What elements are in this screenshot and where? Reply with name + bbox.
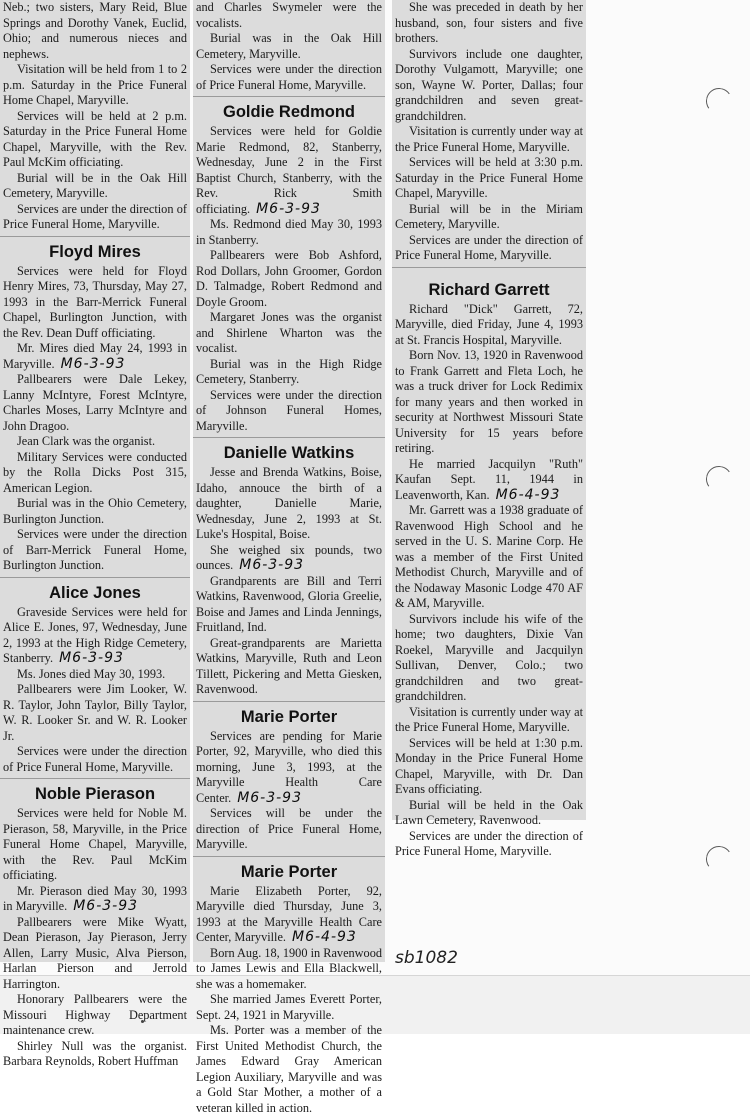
obit-text <box>3 341 187 372</box>
obit-text-span: Services were held for Goldie Marie Redmond, 82, Stanberry, Wednesday, June 2 in the First Baptist Church, Stanberry, with the Rev. Rick Smith officiating. <box>196 124 382 216</box>
obit-text: Services are under the direction of Price Funeral Home, Maryville. <box>3 201 187 231</box>
obit-text: Burial will be in the Miriam Cemetery, Maryville. <box>395 201 583 231</box>
obit-text: Shirley Null was the organist. Barbara Reynolds, Robert Huffman <box>3 1038 187 1068</box>
column-right <box>392 0 586 858</box>
obit-text: and Charles Swymeler were the vocalists. <box>196 0 382 30</box>
column-left <box>0 0 190 1068</box>
obit-text: Services will be under the direction of Price Funeral Home, Maryville. <box>196 806 382 851</box>
obit-text: Jean Clark was the organist. <box>17 434 156 448</box>
obit-text-span: Services are pending for Marie Porter, 92, Maryville, who died this morning, June 3, 1993, at the Maryville Health Care Center. <box>196 728 382 805</box>
obit-text <box>196 729 382 807</box>
obit-text: Burial was in the Oak Hill Cemetery, Maryville. <box>196 31 382 61</box>
obit-text: Visitation is currently under way at the Price Funeral Home, Maryville. <box>395 704 583 734</box>
obit-text: Pallbearers were Dale Lekey, Lanny McIntyre, Forest McIntyre, Charles Moses, Larry McIntyre and John Dragoo. <box>3 372 187 433</box>
obit-text: Margaret Jones was the organist and Shirlene Wharton was the vocalist. <box>196 310 382 355</box>
obit-text: Services were under the direction of Price Funeral Home, Maryville. <box>196 62 382 92</box>
obit-text <box>3 884 187 915</box>
obituary-heading-goldie-redmond: Goldie Redmond <box>223 103 355 121</box>
obit-text: Born Nov. 13, 1920 in Ravenwood to Frank Garrett and Fleta Loch, he was a truck driver for Lock Redimix for many years and then worked in security at Northwest Missouri State University for 15 years before retiring. <box>395 348 583 455</box>
clipping-divider <box>193 437 385 438</box>
column-middle <box>193 0 385 1115</box>
birth-notice-heading-danielle-watkins: Danielle Watkins <box>223 444 355 462</box>
obit-text: Pallbearers were Mike Wyatt, Dean Pierason, Jay Pierason, Jerry Allen, Larry Music, Alva Pierson, Harlan Pierson and Jerrold Harrington. <box>3 914 187 991</box>
obit-text <box>196 884 382 946</box>
obit-text-span: Mr. Mires died May 24, 1993 in Maryville. <box>3 341 187 371</box>
clipping-divider <box>0 577 190 578</box>
handwritten-reference-number: sb1082 <box>395 948 458 968</box>
clipping-divider <box>392 267 586 268</box>
obit-text: Services are under the direction of Price Funeral Home, Maryville. <box>395 828 583 858</box>
obit-text: Services will be held at 1:30 p.m. Monday in the Price Funeral Home Chapel, Maryville, with Dr. Dan Evans officiating. <box>395 735 583 796</box>
obit-text: Services were under the direction of Johnson Funeral Homes, Maryville. <box>196 387 382 433</box>
obituary-heading-marie-porter-full: Marie Porter <box>240 862 338 881</box>
obituary-heading-noble-pierason: Noble Pierason <box>34 785 156 803</box>
obit-text: Pallbearers were Jim Looker, W. R. Taylor, John Taylor, Billy Taylor, W. R. Looker Sr. and W. R. Looker Jr. <box>3 682 187 743</box>
obit-text: Grandparents are Bill and Terri Watkins, Ravenwood, Gloria Greelie, Boise and James and Linda Jennings, Fruitland, Ind. <box>196 573 382 634</box>
obit-text: Great-grandparents are Marietta Watkins, Maryville, Ruth and Leon Tillett, Pickering and Metta Giesken, Ravenwood. <box>196 635 382 696</box>
handwritten-date-note: M6-3-93 <box>73 898 139 914</box>
handwritten-date-note: M6-3-93 <box>59 650 124 666</box>
obit-text: Survivors include one daughter, Dorothy Vulgamott, Maryville; one son, Wayne W. Porter, Dallas; four grandchildren and seven great-grandchildren. <box>395 46 583 123</box>
obit-text: Services will be held at 2 p.m. Saturday in the Price Funeral Home Chapel, Maryville, with the Rev. Paul McKim officiating. <box>3 108 187 169</box>
obituary-heading-richard-garrett: Richard Garrett <box>428 280 550 299</box>
obit-text: Survivors include his wife of the home; two daughters, Dixie Van Roekel, Maryville and Jacquilyn Sullivan, Denver, Colo.; two grandchildren and two great-grandchildren. <box>395 611 583 703</box>
handwritten-date-note: M6-4-93 <box>495 486 561 503</box>
obit-text: Services were held for Floyd Henry Mires, 73, Thursday, May 27, 1993 in the Barr-Merrick Funeral Chapel, Burlington Junction, with the Rev. Dean Duff officiating. <box>3 263 187 340</box>
obit-text: Services were held for Noble M. Pierason, 58, Maryville, in the Price Funeral Home Chapel, Maryville, with the Rev. Paul McKim officiating. <box>3 806 187 882</box>
obit-text <box>3 605 187 667</box>
obit-text: Burial was in the Ohio Cemetery, Burlington Junction. <box>3 496 187 526</box>
handwritten-date-note: M6-3-93 <box>256 200 321 217</box>
obit-text: Ms. Redmond died May 30, 1993 in Stanberry. <box>196 217 382 247</box>
obit-text: Neb.; two sisters, Mary Reid, Blue Springs and Dorothy Vanek, Euclid, Ohio; and numerous nieces and nephews. <box>3 0 187 61</box>
obituary-heading-alice-jones: Alice Jones <box>49 583 141 602</box>
obit-text: Visitation is currently under way at the Price Funeral Home, Maryville. <box>395 124 583 154</box>
clipping-divider <box>193 96 385 97</box>
obit-text-span: She weighed six pounds, two ounces. <box>196 542 382 572</box>
obit-text <box>196 543 382 574</box>
obit-text-span: He married Jacquilyn "Ruth" Kaufan Sept. 11, 1944 in Leavenworth, Kan. <box>395 456 583 502</box>
obit-text <box>196 124 382 217</box>
obit-text: Services were under the direction of Barr-Merrick Funeral Home, Burlington Junction. <box>3 527 187 572</box>
obit-text: Ms. Jones died May 30, 1993. <box>17 666 166 681</box>
obit-text-span: Graveside Services were held for Alice E. Jones, 97, Wednesday, June 2, 1993 at the High Ridge Cemetery, Stanberry. <box>3 604 187 665</box>
handwritten-date-note: M6-4-93 <box>292 929 357 945</box>
obit-text: Honorary Pallbearers were the Missouri Highway Department maintenance crew. <box>3 992 187 1037</box>
obit-text: Burial was in the High Ridge Cemetery, Stanberry. <box>196 356 382 386</box>
handwritten-date-note: M6-3-93 <box>237 789 302 806</box>
handwritten-date-note: M6-3-93 <box>60 355 126 372</box>
obit-text: Military Services were conducted by the Rolla Dicks Post 315, American Legion. <box>3 449 187 495</box>
obit-text: Mr. Garrett was a 1938 graduate of Ravenwood High School and he served in the U. S. Marine Corp. He was a member of the First United Methodist Church, Maryville and of the Nodaway Masonic Lodge 470 AF & AM, Maryville. <box>395 503 583 610</box>
clipping-divider <box>193 701 385 702</box>
obituary-heading-marie-porter: Marie Porter <box>240 707 338 726</box>
obit-text: She was preceded in death by her husband, son, four sisters and five brothers. <box>395 0 583 45</box>
obit-text: Pallbearers were Bob Ashford, Rod Dollars, John Groomer, Gordon D. Talmadge, Robert Redmond and Doyle Groom. <box>196 248 382 309</box>
obit-text: Jesse and Brenda Watkins, Boise, Idaho, annouce the birth of a daughter, Danielle Marie, Wednesday, June 2, 1993 at St. Luke's Hospital, Boise. <box>196 465 382 541</box>
handwritten-date-note: M6-3-93 <box>239 557 305 573</box>
obit-text: Ms. Porter was a member of the First United Methodist Church, the James Edward Gray American Legion Auxiliary, Maryville and was a Gold Star Mother, a mother of a veteran killed in action. <box>196 1023 382 1115</box>
obit-text: Services will be held at 3:30 p.m. Saturday in the Price Funeral Home Chapel, Maryville. <box>395 155 583 200</box>
obit-text: Burial will be held in the Oak Lawn Cemetery, Ravenwood. <box>395 797 583 827</box>
obit-text: Richard "Dick" Garrett, 72, Maryville, died Friday, June 4, 1993 at St. Francis Hospital, Maryville. <box>395 301 583 347</box>
obit-text: Services are under the direction of Price Funeral Home, Maryville. <box>395 232 583 262</box>
obit-text: Visitation will be held from 1 to 2 p.m. Saturday in the Price Funeral Home Chapel, Maryville. <box>3 62 187 107</box>
clipping-divider <box>193 856 385 857</box>
obit-text: Born Aug. 18, 1900 in Ravenwood to James Lewis and Ella Blackwell, she was a homemaker. <box>196 945 382 991</box>
obit-text: Burial will be in the Oak Hill Cemetery, Maryville. <box>3 170 187 200</box>
clipping-divider <box>0 236 190 237</box>
obit-text <box>395 457 583 504</box>
obit-text-span: Marie Elizabeth Porter, 92, Maryville died Thursday, June 3, 1993 at the Maryville Health Care Center, Maryville. <box>196 883 382 944</box>
clipping-divider <box>0 778 190 779</box>
obit-text: She married James Everett Porter, Sept. 24, 1921 in Maryville. <box>196 992 382 1022</box>
obit-text: Services were under the direction of Price Funeral Home, Maryville. <box>3 744 187 774</box>
obit-text-span: Mr. Pierason died May 30, 1993 in Maryville. <box>3 883 187 913</box>
obituary-heading-floyd-mires: Floyd Mires <box>49 242 141 261</box>
